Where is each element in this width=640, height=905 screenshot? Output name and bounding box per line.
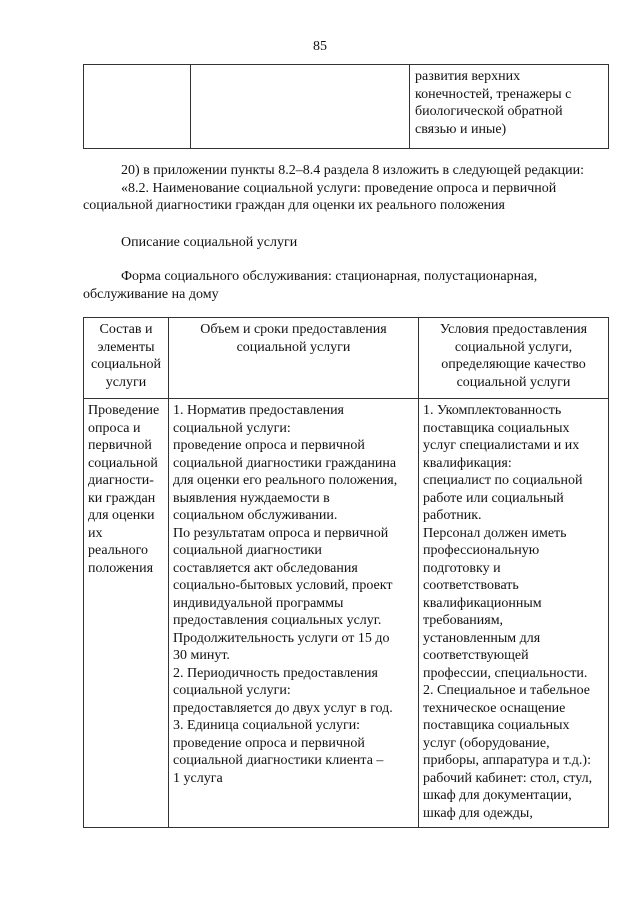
header-composition [84, 318, 169, 399]
cell-line: развития верхних [415, 69, 521, 84]
page-number: 85 [313, 39, 327, 54]
cell-line: 2. Специальное и табельное [423, 683, 591, 698]
cell-line: работник. [423, 508, 482, 523]
cell-line: социальной [88, 455, 158, 471]
cell-line: приборы, аппаратура и т.д.): [423, 753, 591, 768]
cell-line: рабочий кабинет: стол, стул, [423, 770, 593, 786]
header-volume-terms [169, 318, 419, 399]
cell-line: По результатам опроса и первичной [173, 525, 389, 541]
cell-line: реального [88, 543, 148, 558]
service-description-heading: Описание социальной услуги [121, 235, 298, 250]
cell-conditions [419, 399, 609, 828]
cell-line: подготовку и [423, 560, 501, 576]
cell-line: предоставления социальных услуг. [173, 613, 382, 628]
service-table [83, 317, 609, 828]
header-line: социальной услуги [456, 374, 571, 390]
cell-line: опроса и [88, 420, 141, 436]
cell-line: биологической обратной [415, 104, 563, 119]
cell-line: 3. Единица социальной услуги: [173, 718, 361, 733]
cell-line: поставщика социальных [423, 420, 570, 436]
header-line: Состав и [99, 322, 153, 337]
cell-line: проведение опроса и первичной [173, 438, 365, 453]
cell-line: Проведение [88, 403, 160, 418]
cell-line: квалификация: [423, 455, 512, 471]
cell-line: для оценки [88, 508, 155, 523]
cell-line: Персонал должен иметь [423, 525, 567, 541]
cell-line: профессиональную [423, 543, 540, 558]
header-line: Условия предоставления [439, 322, 588, 337]
cell-line: для оценки его реального положения, [173, 473, 398, 488]
cell-line: их [88, 525, 103, 541]
cell-line: требованиям, [423, 613, 504, 628]
cell-line: предоставляется до двух услуг в год. [173, 700, 393, 716]
cell-line: 30 минут. [173, 648, 230, 663]
cell-line: социальном обслуживании. [173, 508, 338, 523]
cell-line: 1. Норматив предоставления [173, 403, 344, 418]
continued-table [83, 64, 609, 149]
table-cell-conditions [410, 65, 609, 149]
cell-line: проведение опроса и первичной [173, 735, 365, 751]
table-row [84, 65, 609, 149]
cell-line: работе или социальный [423, 490, 564, 506]
cell-line: конечностей, тренажеры с [415, 86, 572, 102]
cell-line: социально-бытовых условий, проект [173, 578, 393, 593]
service-name-line-2: социальной диагностики граждан для оценки их реального положения [83, 198, 505, 213]
cell-line: 1 услуга [173, 770, 223, 786]
cell-line: Продолжительность услуги от 15 до [173, 630, 390, 646]
header-line: элементы [97, 339, 155, 355]
header-line: социальной услуги, [454, 339, 573, 355]
amendment-intro: 20) в приложении пункты 8.2–8.4 раздела 8 изложить в следующей редакции: [121, 163, 584, 178]
cell-line: техническое оснащение [423, 700, 566, 716]
cell-line: шкаф для одежды, [423, 805, 533, 821]
cell-line: социальной диагностики гражданина [173, 455, 397, 471]
cell-line: 2. Периодичность предоставления [173, 665, 378, 681]
cell-line: 1. Укомплектованность [423, 403, 562, 418]
cell-line: диагности- [88, 473, 154, 488]
cell-composition [84, 399, 169, 828]
cell-line: профессии, специальности. [423, 665, 588, 681]
cell-line: социальной услуги: [173, 420, 291, 436]
cell-line: ки граждан [88, 490, 156, 506]
cell-line: соответствующей [423, 648, 529, 663]
header-line: определяющие качество [441, 357, 586, 372]
cell-line: услуг (оборудование, [423, 735, 550, 751]
cell-line: связью и иные) [415, 121, 507, 137]
cell-line: социальной услуги: [173, 683, 291, 698]
cell-line: социальной диагностики клиента – [173, 753, 384, 768]
service-form-paragraph [83, 268, 609, 303]
header-line: социальной [91, 357, 161, 372]
cell-line: специалист по социальной [423, 473, 583, 488]
table-row [84, 399, 609, 828]
cell-line: поставщика социальных [423, 718, 570, 733]
table-cell-empty-2 [191, 65, 410, 149]
cell-line: услуг специалистами и их [423, 438, 580, 453]
header-line: социальной услуги [236, 339, 351, 355]
amendment-paragraph [83, 162, 609, 215]
header-conditions [419, 318, 609, 399]
cell-line: составляется акт обследования [173, 560, 358, 576]
header-line: Объем и сроки предоставления [200, 322, 387, 337]
cell-line: шкаф для документации, [423, 788, 572, 803]
cell-line: индивидуальной программы [173, 595, 344, 611]
service-name-line-1: «8.2. Наименование социальной услуги: проведение опроса и первичной [121, 180, 557, 196]
service-form-line-2: обслуживание на дому [83, 286, 219, 302]
service-form-line-1: Форма социального обслуживания: стационарная, полустационарная, [121, 269, 538, 284]
cell-line: социальной диагностики [173, 543, 322, 558]
table-header-row [84, 318, 609, 399]
table-cell-empty-1 [84, 65, 191, 149]
cell-line: первичной [88, 438, 152, 453]
cell-volume-terms [169, 399, 419, 828]
cell-line: положения [88, 560, 154, 576]
cell-line: установленным для [423, 630, 541, 646]
header-line: услуги [105, 374, 147, 390]
cell-line: соответствовать [423, 578, 519, 593]
cell-line: квалификационным [423, 595, 542, 611]
cell-line: выявления нуждаемости в [173, 490, 330, 506]
